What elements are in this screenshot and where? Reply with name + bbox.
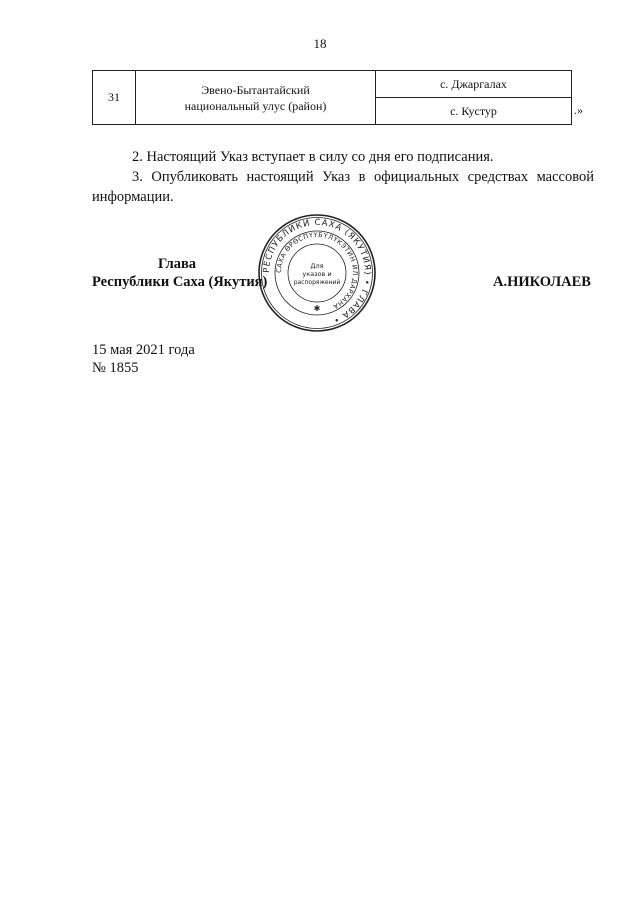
official-seal — [257, 213, 377, 333]
seal-center-line3: распоряжений — [293, 279, 341, 286]
seal-inner-text: САХА ӨРӨСПҮҮБҮЛҮКЭТИН ИЛ ДАРХАНА — [274, 230, 360, 311]
seal-star-icon: ✱ — [313, 304, 321, 313]
decree-date: 15 мая 2021 года — [92, 342, 195, 358]
paragraph-2: 2. Настоящий Указ вступает в силу со дня его подписания. — [132, 149, 494, 165]
signature-title-line1: Глава — [158, 256, 197, 272]
decree-number: № 1855 — [92, 360, 139, 376]
seal-outer-text: РЕСПУБЛИКИ САХА (ЯКУТИЯ) • ГЛАВА • — [261, 217, 373, 326]
seal-center-line1: Для — [310, 262, 324, 270]
signatory-name: А.НИКОЛАЕВ — [493, 274, 591, 290]
seal-center-line2: указов и — [302, 270, 332, 278]
district-table — [92, 70, 572, 125]
district-name-line2: национальный улус (район) — [184, 98, 327, 113]
village-cell: с. Кустур — [376, 98, 572, 125]
paragraph-3: 3. Опубликовать настоящий Указ в официальных средствах массовой информации. — [92, 169, 594, 205]
closing-quote: .» — [574, 103, 583, 117]
signature-title-line2: Республики Саха (Якутия) — [92, 274, 268, 290]
page-number: 18 — [313, 36, 327, 51]
table-row — [93, 71, 572, 98]
district-cell — [136, 71, 376, 125]
village-cell: с. Джаргалах — [376, 71, 572, 98]
row-number-cell: 31 — [93, 71, 136, 125]
district-name-line1: Эвено-Бытантайский — [201, 82, 310, 97]
